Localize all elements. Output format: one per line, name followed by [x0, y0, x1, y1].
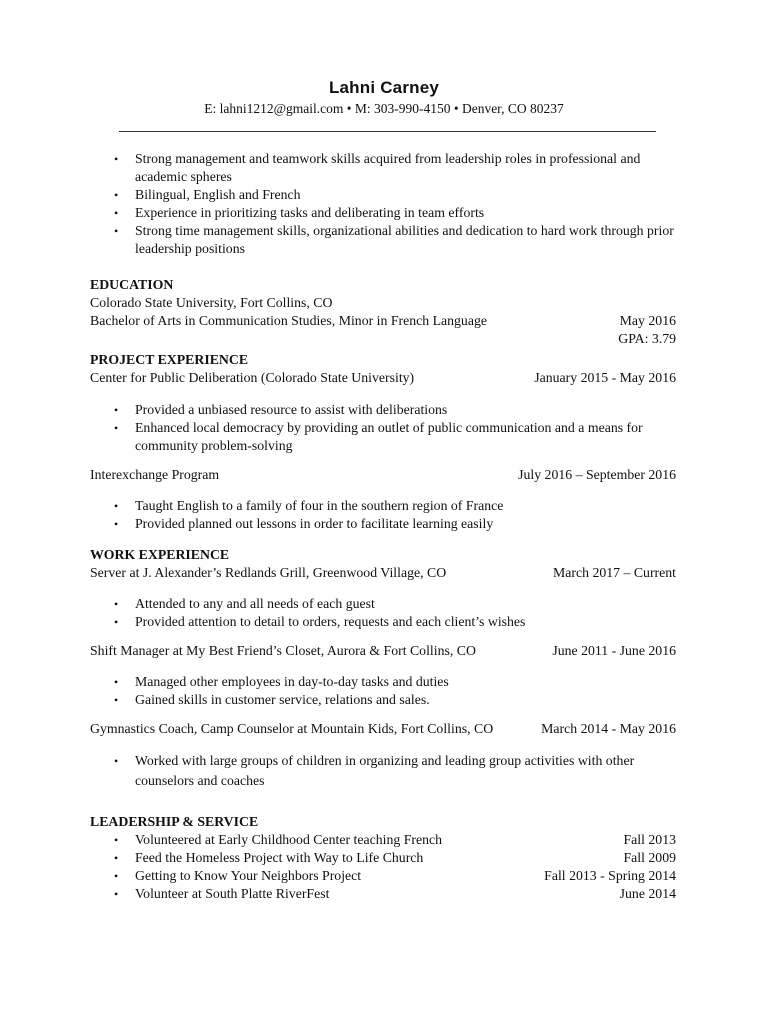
- leadership-text: • Feed the Homeless Project with Way to Life Church: [135, 850, 424, 865]
- education-degree: Bachelor of Arts in Communication Studies, Minor in French Language: [90, 313, 487, 328]
- summary-item: • Bilingual, English and French: [90, 186, 676, 204]
- education-gpa: GPA: 3.79: [618, 331, 676, 346]
- projects-heading: PROJECT EXPERIENCE: [90, 352, 249, 367]
- project-title: Center for Public Deliberation (Colorado State University): [90, 370, 415, 385]
- project-bullet: • Provided a unbiased resource to assist with deliberations: [90, 401, 676, 419]
- leadership-date: Fall 2009: [623, 850, 676, 865]
- project-title: Interexchange Program: [90, 467, 220, 482]
- header-divider: [119, 131, 656, 132]
- leadership-list: [90, 831, 676, 903]
- summary-list: [90, 150, 676, 258]
- work-bullets: [90, 751, 676, 791]
- leadership-item: [90, 867, 676, 885]
- work-date: March 2017 – Current: [553, 565, 676, 580]
- leadership-item: [90, 849, 676, 867]
- work-row: [90, 720, 676, 738]
- work-date: March 2014 - May 2016: [541, 721, 676, 736]
- leadership-text: • Volunteered at Early Childhood Center teaching French: [135, 832, 443, 847]
- work-bullet: • Gained skills in customer service, relations and sales.: [90, 691, 676, 709]
- summary-item: • Strong management and teamwork skills acquired from leadership roles in professional and academic spheres: [90, 150, 676, 186]
- candidate-name: Lahni Carney: [328, 78, 440, 97]
- education-date: May 2016: [619, 313, 676, 328]
- resume-body: [90, 150, 676, 903]
- project-date: January 2015 - May 2016: [534, 370, 676, 385]
- work-bullet: • Worked with large groups of children in organizing and leading group activities with other counselors and coaches: [90, 751, 676, 791]
- work-bullet: • Attended to any and all needs of each guest: [90, 595, 676, 613]
- education-heading: EDUCATION: [90, 277, 174, 292]
- leadership-heading: LEADERSHIP & SERVICE: [90, 814, 259, 829]
- project-bullets: [90, 401, 676, 455]
- work-bullet: • Provided attention to detail to orders, requests and each client’s wishes: [90, 613, 676, 631]
- education-school: Colorado State University, Fort Collins, CO: [90, 295, 333, 310]
- project-row: [90, 466, 676, 484]
- summary-item: • Strong time management skills, organizational abilities and dedication to hard work through prior leadership positions: [90, 222, 676, 258]
- work-title: Gymnastics Coach, Camp Counselor at Mountain Kids, Fort Collins, CO: [90, 721, 494, 736]
- work-title: Shift Manager at My Best Friend’s Closet, Aurora & Fort Collins, CO: [90, 643, 476, 658]
- leadership-date: Fall 2013 - Spring 2014: [544, 868, 676, 883]
- project-row: [90, 369, 676, 387]
- work-row: [90, 564, 676, 582]
- work-title: Server at J. Alexander’s Redlands Grill, Greenwood Village, CO: [90, 565, 447, 580]
- project-bullet: • Enhanced local democracy by providing an outlet of public communication and a means for community problem-solving: [90, 419, 676, 455]
- work-row: [90, 642, 676, 660]
- work-bullet: • Managed other employees in day-to-day tasks and duties: [90, 673, 676, 691]
- education-degree-row: [90, 312, 676, 330]
- leadership-text: • Getting to Know Your Neighbors Project: [135, 868, 362, 883]
- project-bullets: [90, 497, 676, 533]
- summary-item: • Experience in prioritizing tasks and deliberating in team efforts: [90, 204, 676, 222]
- project-bullet: • Taught English to a family of four in the southern region of France: [90, 497, 676, 515]
- work-bullets: [90, 595, 676, 631]
- work-heading: WORK EXPERIENCE: [90, 547, 230, 562]
- leadership-date: Fall 2013: [623, 832, 676, 847]
- leadership-date: June 2014: [619, 886, 676, 901]
- project-date: July 2016 – September 2016: [518, 467, 676, 482]
- contact-line: E: lahni1212@gmail.com • M: 303-990-4150 • Denver, CO 80237: [204, 101, 564, 116]
- project-bullet: • Provided planned out lessons in order to facilitate learning easily: [90, 515, 676, 533]
- work-bullets: [90, 673, 676, 709]
- work-date: June 2011 - June 2016: [552, 643, 676, 658]
- leadership-item: [90, 831, 676, 849]
- leadership-item: [90, 885, 676, 903]
- resume-header: [0, 78, 768, 117]
- leadership-text: • Volunteer at South Platte RiverFest: [135, 886, 330, 901]
